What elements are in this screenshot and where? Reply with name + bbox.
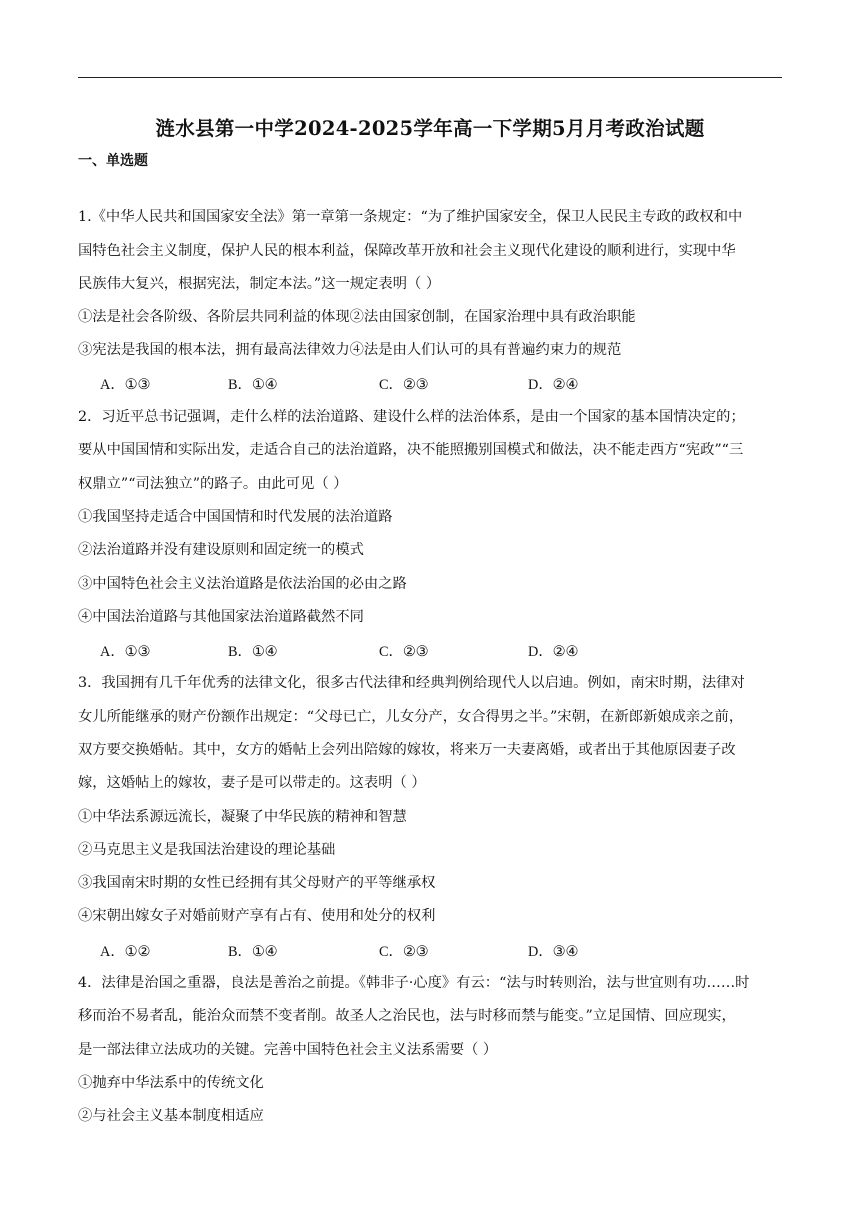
header-rule <box>78 77 782 78</box>
choice-c[interactable]: C．②③ <box>379 377 429 393</box>
choice-c[interactable]: C．②③ <box>379 644 429 660</box>
answer-choices <box>100 641 720 659</box>
option-statement: ③我国南宋时期的女性已经拥有其父母财产的平等继承权 <box>78 875 436 891</box>
question-text-line: 权鼎立”“司法独立”的路子。由此可见（ ） <box>78 476 348 492</box>
choice-b[interactable]: B．①④ <box>228 377 278 393</box>
question-text-line: 要从中国国情和实际出发，走适合自己的法治道路，决不能照搬别国模式和做法，决不能走西方“宪政”“三 <box>78 442 744 458</box>
option-statement: ②与社会主义基本制度相适应 <box>78 1108 264 1124</box>
option-statement: ③中国特色社会主义法治道路是依法治国的必由之路 <box>78 576 407 592</box>
choice-b[interactable]: B．①④ <box>228 644 278 660</box>
question-text-line: 3．我国拥有几千年优秀的法律文化，很多古代法律和经典判例给现代人以启迪。例如，南宋时期，法律对 <box>78 675 745 691</box>
question-text-line: 4．法律是治国之重器，良法是善治之前提。《韩非子·心度》有云：“法与时转则治，法与世宜则有功……时 <box>78 975 750 991</box>
choice-a[interactable]: A．①③ <box>100 644 151 660</box>
option-statement: ②马克思主义是我国法治建设的理论基础 <box>78 842 336 858</box>
option-statement: ①我国坚持走适合中国国情和时代发展的法治道路 <box>78 509 393 525</box>
page-title: 涟水县第一中学2024-2025学年高一下学期5月月考政治试题 <box>155 117 705 140</box>
option-statement: ④宋朝出嫁女子对婚前财产享有占有、使用和处分的权利 <box>78 908 436 924</box>
question-text-line: 女儿所能继承的财产份额作出规定：“父母已亡，儿女分产，女合得男之半。”宋朝，在新郎新娘成亲之前， <box>78 709 744 725</box>
question-text-line: 1.《中华人民共和国国家安全法》第一章第一条规定：“为了维护国家安全，保卫人民民主专政的政权和中 <box>78 209 743 225</box>
choice-c[interactable]: C．②③ <box>379 944 429 960</box>
choice-d[interactable]: D．③④ <box>528 944 579 960</box>
question-text-line: 双方要交换婚帖。其中，女方的婚帖上会列出陪嫁的嫁妆，将来万一夫妻离婚，或者出于其他原因妻子改 <box>78 742 736 758</box>
option-statement: ②法治道路并没有建设原则和固定统一的模式 <box>78 542 364 558</box>
question-text-line: 移而治不易者乱，能治众而禁不变者削。故圣人之治民也，法与时移而禁与能变。”立足国情、回应现实， <box>78 1008 736 1024</box>
option-statement: ①抛弃中华法系中的传统文化 <box>78 1075 264 1091</box>
choice-b[interactable]: B．①④ <box>228 944 278 960</box>
choice-a[interactable]: A．①② <box>100 944 151 960</box>
question-text-line: 民族伟大复兴，根据宪法，制定本法。”这一规定表明（ ） <box>78 276 441 292</box>
option-statement: ④中国法治道路与其他国家法治道路截然不同 <box>78 609 364 625</box>
question-text-line: 2．习近平总书记强调，走什么样的法治道路、建设什么样的法治体系，是由一个国家的基本国情决定的； <box>78 409 745 425</box>
answer-choices <box>100 374 720 392</box>
choice-d[interactable]: D．②④ <box>528 377 579 393</box>
option-statement: ③宪法是我国的根本法，拥有最高法律效力④法是由人们认可的具有普遍约束力的规范 <box>78 342 622 358</box>
choice-d[interactable]: D．②④ <box>528 644 579 660</box>
answer-choices <box>100 941 720 959</box>
section-heading: 一、单选题 <box>78 153 148 169</box>
option-statement: ①法是社会各阶级、各阶层共同利益的体现②法由国家创制，在国家治理中具有政治职能 <box>78 309 636 325</box>
question-text-line: 嫁，这婚帖上的嫁妆，妻子是可以带走的。这表明（ ） <box>78 775 426 791</box>
choice-a[interactable]: A．①③ <box>100 377 151 393</box>
question-text-line: 是一部法律立法成功的关键。完善中国特色社会主义法系需要（ ） <box>78 1042 498 1058</box>
option-statement: ①中华法系源远流长，凝聚了中华民族的精神和智慧 <box>78 809 407 825</box>
question-text-line: 国特色社会主义制度，保护人民的根本利益，保障改革开放和社会主义现代化建设的顺利进行，实现中华 <box>78 243 736 259</box>
